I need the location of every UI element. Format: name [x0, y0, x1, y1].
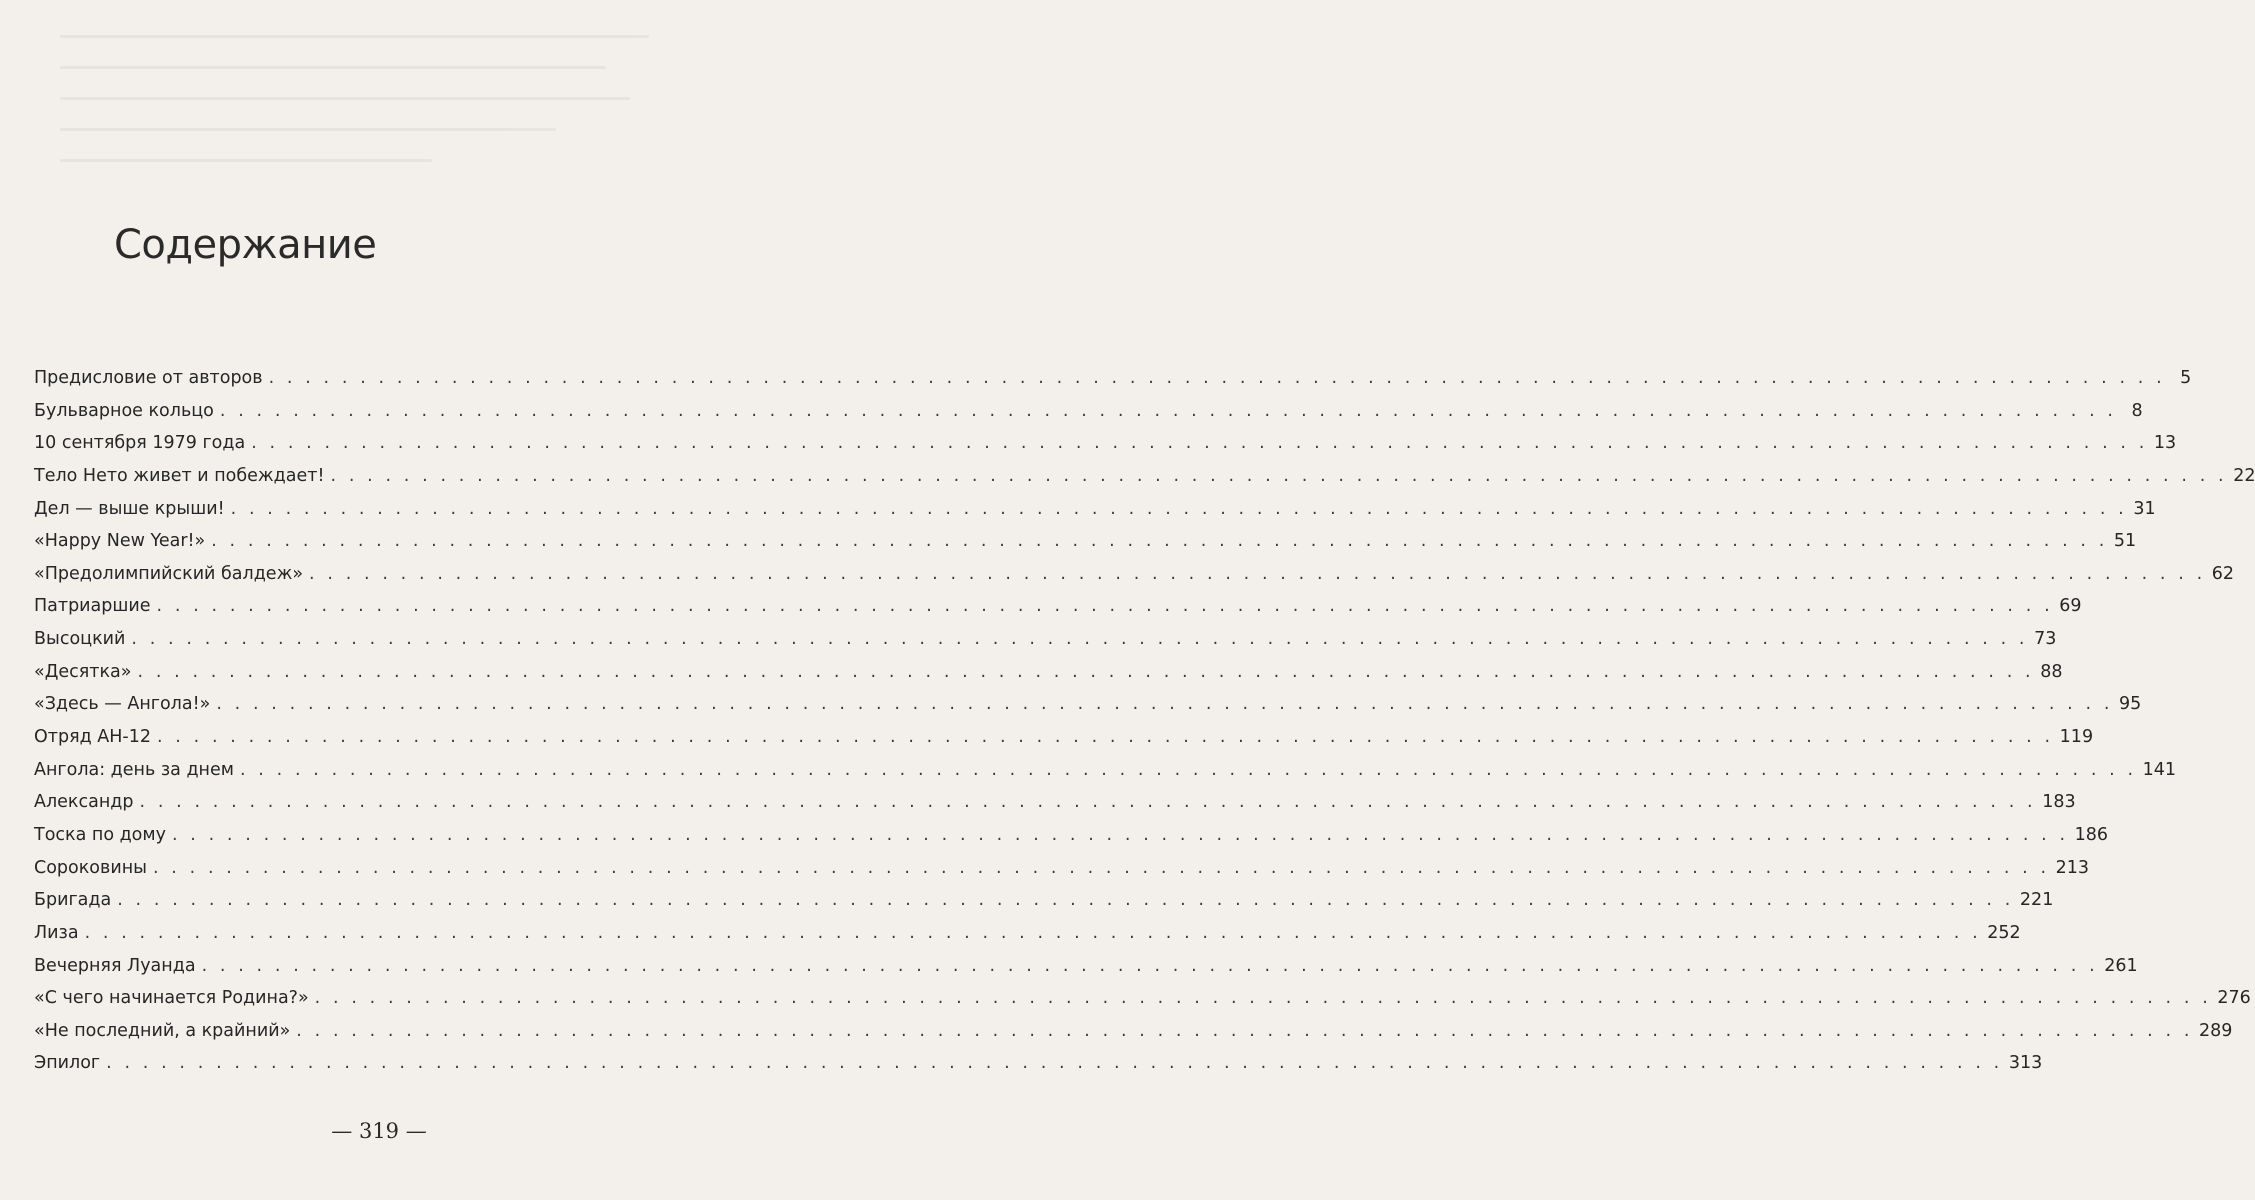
toc-entry: [34, 493, 2156, 526]
toc-entry: [34, 917, 2021, 950]
toc-entry-page: 119: [2059, 727, 2094, 748]
toc-dot-leader: . . . . . . . . . . . . . . . . . . . . . . . . . . . . . . . . . . . . . . . . . . . . . . . . . . . . . . . . . . . . . . . . . . . . . . . . . . . . . . . . . . . . . . . . . . . . . . . . . . . . . . . .: [216, 694, 2113, 715]
toc-entry: [34, 623, 2057, 656]
toc-entry-title: Бульварное кольцо: [34, 400, 214, 421]
toc-dot-leader: . . . . . . . . . . . . . . . . . . . . . . . . . . . . . . . . . . . . . . . . . . . . . . . . . . . . . . . . . . . . . . . . . . . . . . . . . . . . . . . . . . . . . . . . . . . . . . . . . . . . . . . .: [106, 1053, 2003, 1074]
toc-entry-title: Ангола: день за днем: [34, 759, 234, 780]
toc-entry-title: Высоцкий: [34, 629, 126, 650]
toc-dot-leader: . . . . . . . . . . . . . . . . . . . . . . . . . . . . . . . . . . . . . . . . . . . . . . . . . . . . . . . . . . . . . . . . . . . . . . . . . . . . . . . . . . . . . . . . . . . . . . . . . . . . . . . .: [156, 596, 2054, 617]
toc-entry: [34, 786, 2076, 819]
toc-entry-title: «Предолимпийский балдеж»: [34, 563, 304, 584]
page-number: — 319 —: [331, 1119, 427, 1143]
toc-entry-title: Предисловие от авторов: [34, 368, 263, 388]
toc-entry: [34, 558, 2235, 591]
toc-entry: [34, 1047, 2043, 1080]
toc-dot-leader: . . . . . . . . . . . . . . . . . . . . . . . . . . . . . . . . . . . . . . . . . . . . . . . . . . . . . . . . . . . . . . . . . . . . . . . . . . . . . . . . . . . . . . . . . . . . . . . . . . . . . . . .: [251, 433, 2148, 454]
toc-entry-title: Тоска по дому: [34, 824, 166, 845]
toc-entry-page: 5: [2180, 368, 2192, 388]
toc-entry-page: 186: [2074, 824, 2109, 845]
toc-dot-leader: . . . . . . . . . . . . . . . . . . . . . . . . . . . . . . . . . . . . . . . . . . . . . . . . . . . . . . . . . . . . . . . . . . . . . . . . . . . . . . . . . . . . . . . . . . . . . . . . . . . . . . . .: [156, 727, 2054, 748]
toc-dot-leader: . . . . . . . . . . . . . . . . . . . . . . . . . . . . . . . . . . . . . . . . . . . . . . . . . . . . . . . . . . . . . . . . . . . . . . . . . . . . . . . . . . . . . . . . . . . . . . . . . . . . . . . .: [171, 824, 2069, 845]
toc-entry: [34, 884, 2054, 917]
toc-entry-page: 8: [2131, 400, 2143, 421]
toc-entry-title: Лиза: [34, 922, 79, 943]
toc-entry: [34, 721, 2094, 754]
toc-entry-title: Эпилог: [34, 1053, 101, 1074]
toc-entry: [34, 688, 2142, 721]
toc-entry-title: Вечерняя Луанда: [34, 955, 196, 976]
toc-entry-title: «С чего начинается Родина?»: [34, 988, 309, 1009]
bleed-through-text: [60, 35, 680, 245]
toc-entry-page: 141: [2142, 759, 2177, 780]
toc-entry: [34, 950, 2138, 983]
toc-entry-page: 261: [2104, 955, 2138, 976]
toc-dot-leader: . . . . . . . . . . . . . . . . . . . . . . . . . . . . . . . . . . . . . . . . . . . . . . . . . . . . . . . . . . . . . . . . . . . . . . . . . . . . . . . . . . . . . . . . . . . . . . . . . . . . . . . .: [84, 922, 1982, 943]
toc-dot-leader: . . . . . . . . . . . . . . . . . . . . . . . . . . . . . . . . . . . . . . . . . . . . . . . . . . . . . . . . . . . . . . . . . . . . . . . . . . . . . . . . . . . . . . . . . . . . . . . . . . . . . . . .: [330, 465, 2228, 486]
toc-entry-title: Отряд АН-12: [34, 727, 151, 748]
toc-entry: [34, 427, 2177, 460]
toc-entry-page: 289: [2198, 1020, 2233, 1041]
toc-entry-title: «Десятка»: [34, 661, 132, 682]
toc-entry: [34, 982, 2251, 1015]
toc-entry-page: 213: [2055, 857, 2090, 878]
toc-dot-leader: . . . . . . . . . . . . . . . . . . . . . . . . . . . . . . . . . . . . . . . . . . . . . . . . . . . . . . . . . . . . . . . . . . . . . . . . . . . . . . . . . . . . . . . . . . . . . . . . . . . . . . . .: [211, 531, 2108, 552]
toc-dot-leader: . . . . . . . . . . . . . . . . . . . . . . . . . . . . . . . . . . . . . . . . . . . . . . . . . . . . . . . . . . . . . . . . . . . . . . . . . . . . . . . . . . . . . . . . . . . . . . . . . . . . . . . .: [131, 629, 2029, 650]
toc-entry: [34, 1015, 2233, 1048]
toc-entry-page: 51: [2113, 531, 2137, 552]
toc-entry-title: Сороковины: [34, 857, 147, 878]
toc-entry-title: Дел — выше крыши!: [34, 498, 225, 519]
toc-entry: [34, 590, 2082, 623]
toc-entry-title: «Happy New Year!»: [34, 531, 206, 552]
toc-entry-page: 221: [2019, 890, 2054, 911]
toc-entry-page: 73: [2034, 629, 2057, 650]
toc-entry-title: «Не последний, а крайний»: [34, 1020, 291, 1041]
toc-entry-title: Бригада: [34, 890, 112, 911]
toc-dot-leader: . . . . . . . . . . . . . . . . . . . . . . . . . . . . . . . . . . . . . . . . . . . . . . . . . . . . . . . . . . . . . . . . . . . . . . . . . . . . . . . . . . . . . . . . . . . . . . . . . . . . . . . .: [239, 759, 2137, 780]
toc-entry: [34, 754, 2177, 787]
toc-entry-page: 31: [2133, 498, 2156, 519]
toc-entry: [34, 656, 2063, 689]
toc-entry-page: 88: [2040, 661, 2063, 682]
toc-entry-page: 69: [2059, 596, 2082, 617]
toc-entry-page: 276: [2217, 988, 2251, 1009]
toc-dot-leader: . . . . . . . . . . . . . . . . . . . . . . . . . . . . . . . . . . . . . . . . . . . . . . . . . . . . . . . . . . . . . . . . . . . . . . . . . . . . . . . . . . . . . . . . . . . . . . . . . . . . . . . .: [152, 857, 2050, 878]
toc-dot-leader: . . . . . . . . . . . . . . . . . . . . . . . . . . . . . . . . . . . . . . . . . . . . . . . . . . . . . . . . . . . . . . . . . . . . . . . . . . . . . . . . . . . . . . . . . . . . . . . . . . . . . . . .: [117, 890, 2014, 911]
toc-entry: [34, 395, 2143, 428]
toc-entry-page: 313: [2008, 1053, 2043, 1074]
toc-entry-title: 10 сентября 1979 года: [34, 433, 246, 454]
toc-entry-page: 62: [2211, 563, 2235, 584]
toc-entry-title: «Здесь — Ангола!»: [34, 694, 211, 715]
toc-dot-leader: . . . . . . . . . . . . . . . . . . . . . . . . . . . . . . . . . . . . . . . . . . . . . . . . . . . . . . . . . . . . . . . . . . . . . . . . . . . . . . . . . . . . . . . . . . . . . . . . . . . . . . . .: [201, 955, 2099, 976]
toc-dot-leader: . . . . . . . . . . . . . . . . . . . . . . . . . . . . . . . . . . . . . . . . . . . . . . . . . . . . . . . . . . . . . . . . . . . . . . . . . . . . . . . . . . . . . . . . . . . . . . . . . . . . . . . .: [219, 400, 2117, 421]
toc-dot-leader: . . . . . . . . . . . . . . . . . . . . . . . . . . . . . . . . . . . . . . . . . . . . . . . . . . . . . . . . . . . . . . . . . . . . . . . . . . . . . . . . . . . . . . . . . . . . . . . . . . . . . . . .: [296, 1020, 2193, 1041]
table-of-contents: [34, 362, 2255, 1080]
toc-entry: [34, 819, 2109, 852]
toc-entry-page: 252: [1987, 922, 2021, 943]
contents-heading: Содержание: [114, 222, 377, 268]
toc-entry: [34, 362, 2192, 395]
toc-entry-page: 95: [2119, 694, 2142, 715]
toc-dot-leader: . . . . . . . . . . . . . . . . . . . . . . . . . . . . . . . . . . . . . . . . . . . . . . . . . . . . . . . . . . . . . . . . . . . . . . . . . . . . . . . . . . . . . . . . . . . . . . . . . . . . . . . .: [309, 563, 2206, 584]
toc-entry-page: 22: [2233, 465, 2255, 486]
toc-entry: [34, 852, 2090, 885]
toc-entry-page: 183: [2042, 792, 2076, 813]
toc-entry-title: Александр: [34, 792, 134, 813]
toc-entry-title: Тело Нето живет и побеждает!: [34, 465, 325, 486]
toc-entry-page: 13: [2153, 433, 2177, 454]
toc-entry: [34, 460, 2255, 493]
toc-entry: [34, 525, 2137, 558]
toc-dot-leader: . . . . . . . . . . . . . . . . . . . . . . . . . . . . . . . . . . . . . . . . . . . . . . . . . . . . . . . . . . . . . . . . . . . . . . . . . . . . . . . . . . . . . . . . . . . . . . . . . . . . . . . .: [230, 498, 2128, 519]
toc-dot-leader: . . . . . . . . . . . . . . . . . . . . . . . . . . . . . . . . . . . . . . . . . . . . . . . . . . . . . . . . . . . . . . . . . . . . . . . . . . . . . . . . . . . . . . . . . . . . . . . . . . . . . . . .: [137, 661, 2035, 682]
toc-dot-leader: . . . . . . . . . . . . . . . . . . . . . . . . . . . . . . . . . . . . . . . . . . . . . . . . . . . . . . . . . . . . . . . . . . . . . . . . . . . . . . . . . . . . . . . . . . . . . . . . . . . . . . . .: [268, 368, 2166, 388]
toc-dot-leader: . . . . . . . . . . . . . . . . . . . . . . . . . . . . . . . . . . . . . . . . . . . . . . . . . . . . . . . . . . . . . . . . . . . . . . . . . . . . . . . . . . . . . . . . . . . . . . . . . . . . . . . .: [139, 792, 2037, 813]
toc-entry-title: Патриаршие: [34, 596, 151, 617]
toc-dot-leader: . . . . . . . . . . . . . . . . . . . . . . . . . . . . . . . . . . . . . . . . . . . . . . . . . . . . . . . . . . . . . . . . . . . . . . . . . . . . . . . . . . . . . . . . . . . . . . . . . . . . . . . .: [314, 988, 2212, 1009]
